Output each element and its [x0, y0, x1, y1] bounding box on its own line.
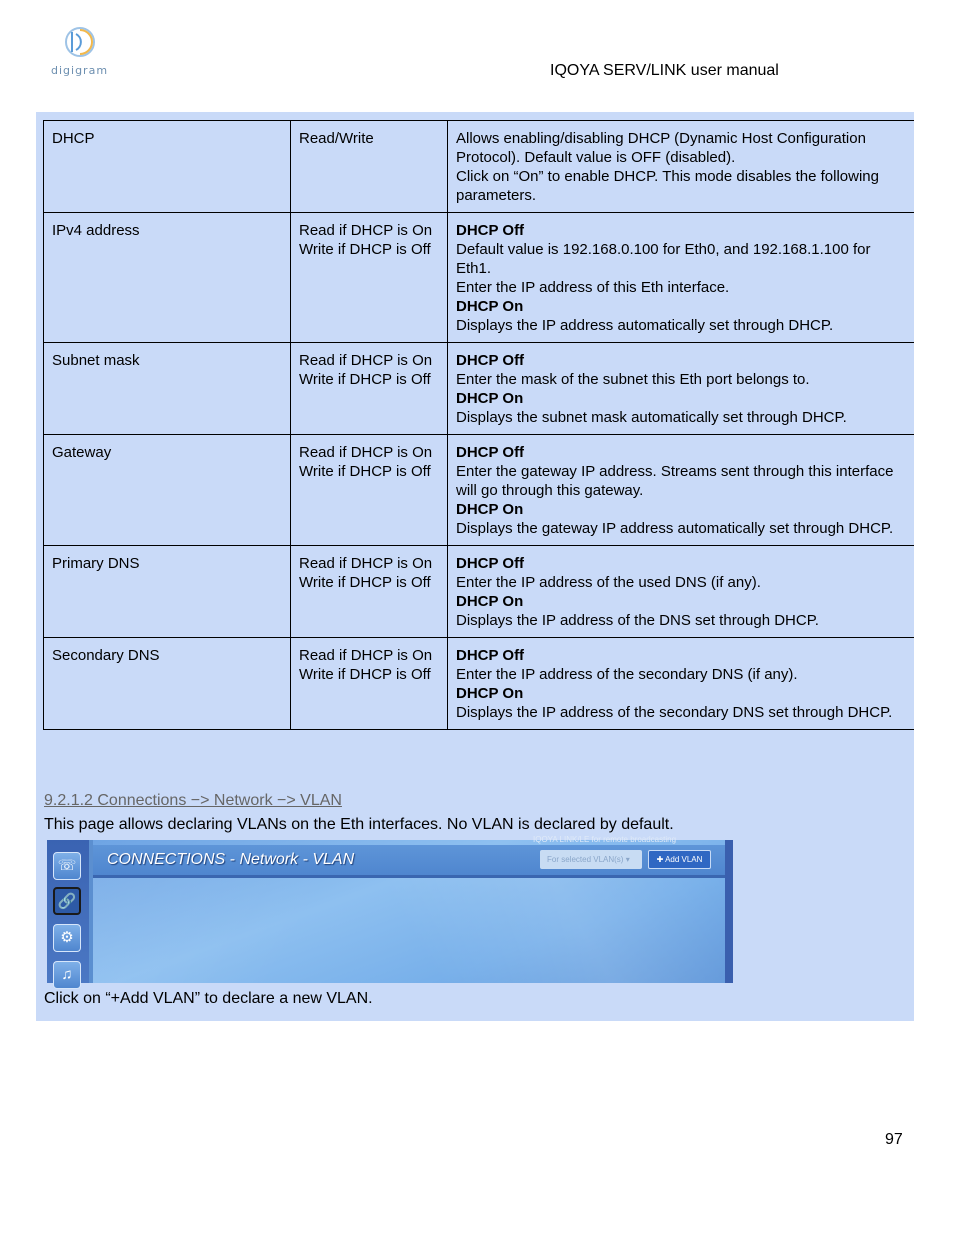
screenshot-header [93, 845, 725, 878]
access-line: Write if DHCP is Off [299, 371, 431, 388]
description-line: will go through this gateway. [456, 482, 644, 499]
description-line: Displays the IP address automatically set through DHCP. [456, 317, 834, 334]
description-subheading: DHCP On [456, 593, 524, 610]
access-line: Read if DHCP is On [299, 555, 433, 572]
description-subheading: DHCP Off [456, 444, 525, 461]
logo-mark-icon [64, 24, 98, 60]
parameter-description-cell [448, 435, 915, 546]
parameter-access-cell [291, 638, 448, 730]
table-row [44, 638, 915, 730]
parameter-description-cell [448, 343, 915, 435]
section-outro: Click on “+Add VLAN” to declare a new VLAN. [44, 990, 373, 1007]
description-subheading: DHCP On [456, 298, 524, 315]
section-intro: This page allows declaring VLANs on the Eth interfaces. No VLAN is declared by default. [44, 816, 674, 833]
section-heading-link[interactable]: 9.2.1.2 Connections −> Network −> VLAN [44, 792, 342, 809]
description-line: Displays the gateway IP address automatically set through DHCP. [456, 520, 894, 537]
description-line: Displays the IP address of the secondary DNS set through DHCP. [456, 704, 893, 721]
description-line: Click on “On” to enable DHCP. This mode disables the following [456, 168, 879, 185]
phone-icon: ☏ [53, 852, 81, 880]
logo-text: digigram [51, 64, 109, 77]
description-subheading: DHCP On [456, 685, 524, 702]
access-line: Read if DHCP is On [299, 222, 433, 239]
table-row [44, 121, 915, 213]
screenshot-page-title: CONNECTIONS - Network - VLAN [107, 851, 355, 868]
digigram-logo [48, 24, 118, 80]
content-panel [36, 112, 914, 1021]
parameter-name-cell: Subnet mask [44, 343, 291, 435]
description-subheading: DHCP Off [456, 647, 525, 664]
description-subheading: DHCP Off [456, 352, 525, 369]
access-line: Write if DHCP is Off [299, 241, 431, 258]
vlan-page-screenshot [47, 835, 733, 983]
parameter-access-cell [291, 213, 448, 343]
table-row [44, 435, 915, 546]
screenshot-top-text: IQOYA LINK/LE for remote broadcasting [533, 835, 677, 844]
parameter-description-cell [448, 121, 915, 213]
parameter-description-cell [448, 638, 915, 730]
parameters-table [43, 120, 914, 730]
access-line: Write if DHCP is Off [299, 574, 431, 591]
parameter-access-cell [291, 121, 448, 213]
parameter-name-cell: Primary DNS [44, 546, 291, 638]
access-line: Write if DHCP is Off [299, 463, 431, 480]
table-row [44, 213, 915, 343]
access-line: Read if DHCP is On [299, 352, 433, 369]
screenshot-right-border [725, 840, 733, 983]
description-line: Enter the mask of the subnet this Eth port belongs to. [456, 371, 810, 388]
screenshot-body [93, 878, 725, 983]
description-line: Allows enabling/disabling DHCP (Dynamic Host Configuration [456, 130, 866, 147]
description-subheading: DHCP On [456, 390, 524, 407]
description-subheading: DHCP Off [456, 555, 525, 572]
parameter-name-cell: DHCP [44, 121, 291, 213]
add-vlan-button: ✚ Add VLAN [648, 850, 711, 869]
description-line: Enter the gateway IP address. Streams sent through this interface [456, 463, 894, 480]
gears-icon: ⚙ [53, 924, 81, 952]
table-row [44, 546, 915, 638]
description-line: Enter the IP address of the secondary DNS (if any). [456, 666, 798, 683]
screenshot-sidebar [47, 840, 89, 983]
parameter-access-cell [291, 435, 448, 546]
description-subheading: DHCP On [456, 501, 524, 518]
screenshot-main-area [93, 835, 733, 983]
vlan-selection-dropdown: For selected VLAN(s) ▾ [540, 850, 642, 869]
parameter-access-cell [291, 546, 448, 638]
parameter-name-cell: IPv4 address [44, 213, 291, 343]
description-line: Default value is 192.168.0.100 for Eth0, and 192.168.1.100 for [456, 241, 871, 258]
description-subheading: DHCP Off [456, 222, 525, 239]
access-line: Read if DHCP is On [299, 647, 433, 664]
description-line: parameters. [456, 187, 537, 204]
description-line: Displays the subnet mask automatically set through DHCP. [456, 409, 847, 426]
parameter-description-cell [448, 213, 915, 343]
access-line: Read if DHCP is On [299, 444, 433, 461]
access-line: Read/Write [299, 130, 374, 147]
description-line: Enter the IP address of the used DNS (if any). [456, 574, 761, 591]
parameter-name-cell: Secondary DNS [44, 638, 291, 730]
parameter-name-cell: Gateway [44, 435, 291, 546]
table-row [44, 343, 915, 435]
document-title: IQOYA SERV/LINK user manual [550, 62, 779, 79]
parameter-description-cell [448, 546, 915, 638]
description-line: Displays the IP address of the DNS set through DHCP. [456, 612, 819, 629]
parameter-access-cell [291, 343, 448, 435]
link-icon: 🔗 [53, 887, 81, 915]
description-line: Protocol). Default value is OFF (disabled). [456, 149, 736, 166]
page-number: 97 [885, 1131, 903, 1148]
description-line: Enter the IP address of this Eth interface. [456, 279, 730, 296]
description-line: Eth1. [456, 260, 492, 277]
headphones-icon: ♫ [53, 961, 81, 989]
access-line: Write if DHCP is Off [299, 666, 431, 683]
